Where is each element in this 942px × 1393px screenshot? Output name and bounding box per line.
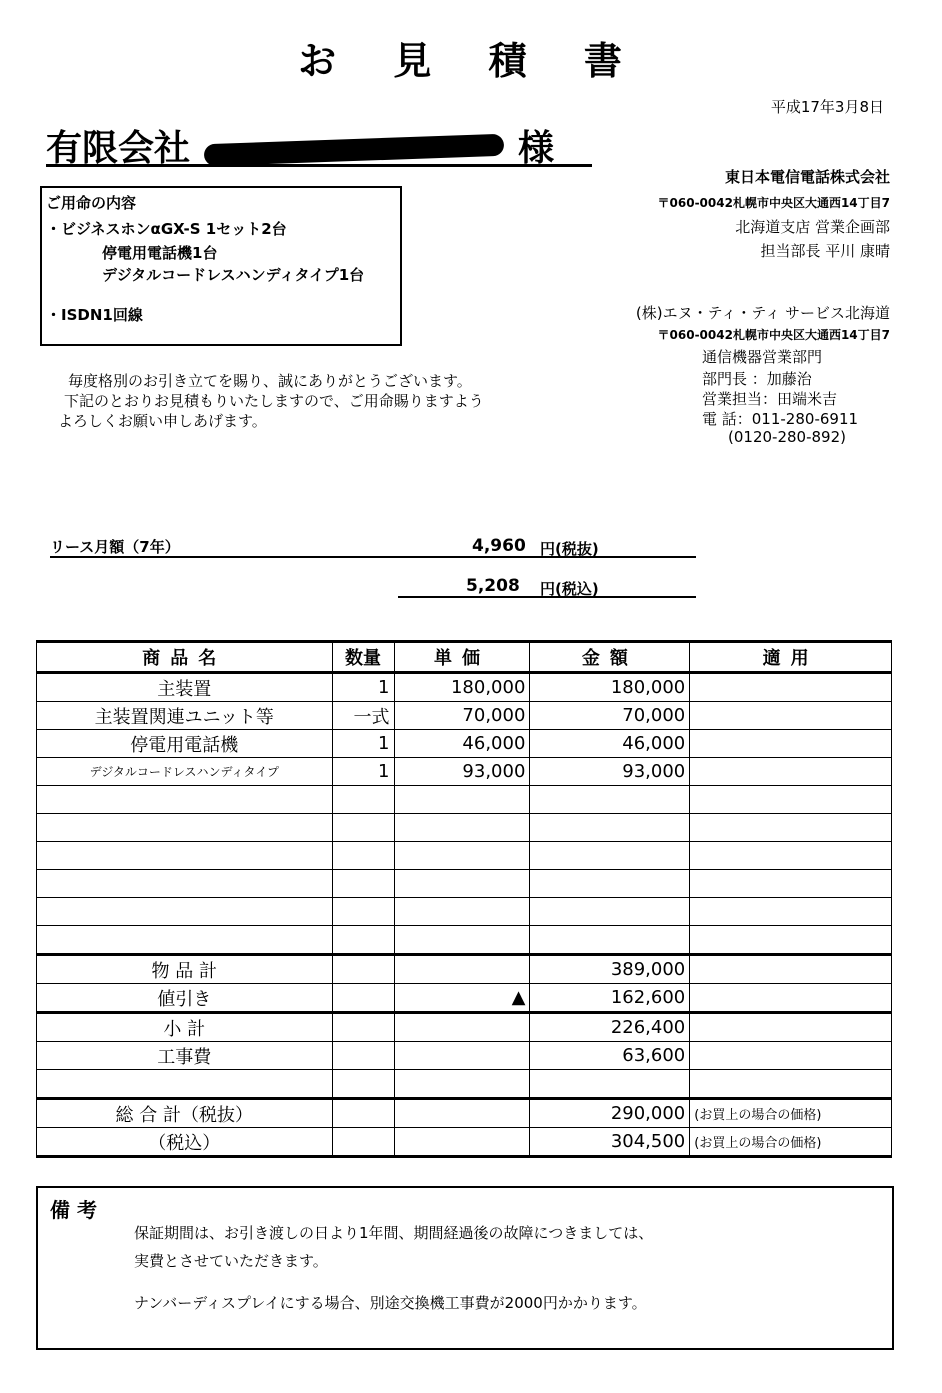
- vendor2-manager: 部門長 ：加藤治: [702, 370, 812, 388]
- construction-row: 工事費 63,600: [37, 1042, 892, 1070]
- customer-name: [46, 120, 592, 167]
- header-unit: 単価: [394, 642, 530, 673]
- discount-row: 値引き ▲ 162,600: [37, 984, 892, 1013]
- customer-suffix: 様: [518, 128, 555, 169]
- vendor2-company: (株)エヌ・ティ・ティ サービス北海道: [635, 304, 890, 322]
- lease-excl-amount: 4,960: [472, 536, 526, 556]
- subtotal-row: 小 計 226,400: [37, 1013, 892, 1042]
- vendor2-dept: 通信機器営業部門: [702, 348, 823, 366]
- lease-excl-unit: 円(税抜): [540, 540, 599, 558]
- table-row: [37, 870, 892, 898]
- greeting-line-1: 毎度格別のお引き立てを賜り、誠にありがとうございます。: [68, 372, 472, 390]
- vendor1-contact: 担当部長 平川 康晴: [760, 242, 890, 260]
- table-row: [37, 842, 892, 870]
- vendor2-address: 〒060-0042札幌市中央区大通西14丁目7: [657, 328, 890, 342]
- lease-incl-unit: 円(税込): [540, 580, 599, 598]
- header-qty: 数量: [332, 642, 394, 673]
- request-line-2: 停電用電話機1台: [102, 244, 218, 262]
- remarks-label: 備 考: [50, 1198, 97, 1222]
- vendor1-address: 〒060-0042札幌市中央区大通西14丁目7: [657, 196, 890, 210]
- request-line-3: デジタルコードレスハンディタイプ1台: [102, 266, 365, 284]
- vendor2-free: (0120-280-892): [728, 428, 846, 446]
- header-note: 適用: [690, 642, 892, 673]
- header-amount: 金額: [530, 642, 690, 673]
- remarks-line-2: 実費とさせていただきます。: [134, 1252, 328, 1270]
- redacted-name: [204, 134, 505, 166]
- table-row: [37, 786, 892, 814]
- request-line-1: ・ビジネスホンαGX-S 1セット2台: [46, 220, 287, 238]
- remarks-box: [36, 1186, 894, 1350]
- table-row: 主装置関連ユニット等 一式 70,000 70,000: [37, 702, 892, 730]
- header-name: 商品名: [37, 642, 333, 673]
- greeting-line-2: 下記のとおりお見積もりいたしますので、ご用命賜りますよう: [64, 392, 484, 410]
- vendor1-company: 東日本電信電話株式会社: [724, 168, 890, 186]
- remarks-line-3: ナンバーディスプレイにする場合、別途交換機工事費が2000円かかります。: [134, 1294, 647, 1312]
- vendor1-branch: 北海道支店 営業企画部: [735, 218, 890, 236]
- lease-label: リース月額（7年）: [50, 538, 180, 556]
- request-heading: ご用命の内容: [46, 194, 137, 212]
- vendor2-tel: 電 話：011-280-6911: [702, 410, 859, 428]
- document-title: お 見 積 書: [298, 39, 644, 83]
- table-row: 主装置 1 180,000 180,000: [37, 673, 892, 702]
- grand-total-incl-row: （税込） 304,500 (お買上の場合の価格): [37, 1128, 892, 1157]
- vendor2-sales: 営業担当：田端米吉: [702, 390, 838, 408]
- remarks-line-1: 保証期間は、お引き渡しの日より1年間、期間経過後の故障につきましては、: [134, 1224, 654, 1242]
- goods-total-row: 物 品 計 389,000: [37, 955, 892, 984]
- greeting-line-3: よろしくお願い申しあげます。: [58, 412, 267, 430]
- table-row: デジタルコードレスハンディタイプ 1 93,000 93,000: [37, 758, 892, 786]
- table-row: 停電用電話機 1 46,000 46,000: [37, 730, 892, 758]
- table-row: [37, 926, 892, 955]
- request-box: [40, 186, 402, 346]
- table-row: [37, 814, 892, 842]
- table-row: [37, 898, 892, 926]
- request-line-4: ・ISDN1回線: [46, 306, 143, 324]
- grand-total-excl-row: 総 合 計（税抜） 290,000 (お買上の場合の価格): [37, 1099, 892, 1128]
- table-row: [37, 1070, 892, 1099]
- issue-date: 平成17年3月8日: [770, 98, 884, 116]
- estimate-table: [36, 640, 892, 1158]
- table-header: [37, 642, 892, 673]
- lease-incl-amount: 5,208: [466, 576, 520, 596]
- customer-prefix: 有限会社: [46, 128, 191, 169]
